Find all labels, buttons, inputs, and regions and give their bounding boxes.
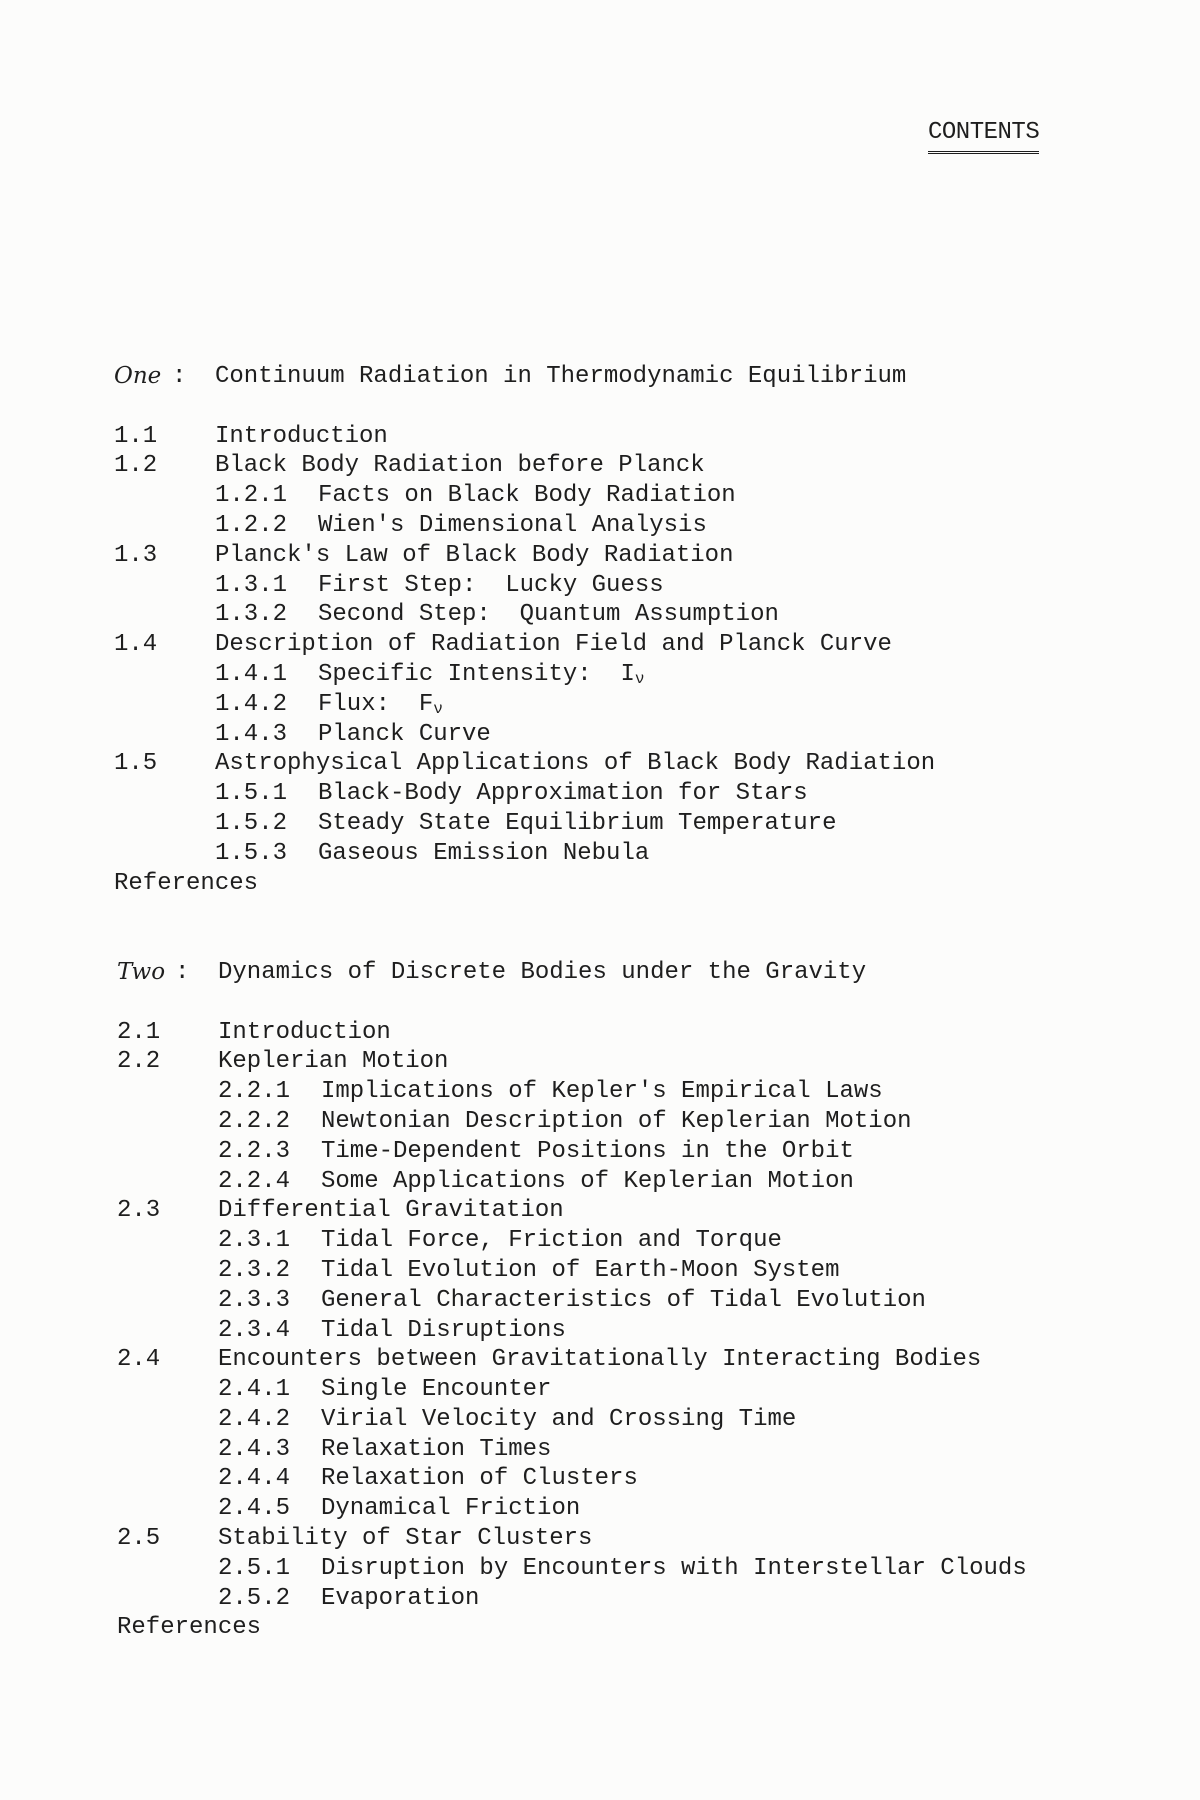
entry-number: 2.5.2 [218, 1584, 291, 1612]
subscript-nu: ν [433, 699, 443, 718]
subsection-entry [114, 600, 1114, 630]
entry-number: 2.5 [117, 1525, 161, 1553]
chapter-title: Continuum Radiation in Thermodynamic Equilibrium [215, 363, 907, 390]
entry-number: 1.5.2 [215, 809, 288, 837]
entry-title-wrap [318, 690, 443, 720]
entry-number: 2.2 [117, 1048, 161, 1076]
entry-title-wrap [318, 660, 644, 690]
entry-title-wrap [321, 1167, 854, 1197]
spacer [114, 392, 1114, 422]
entry-title-wrap [318, 720, 491, 750]
entry-title-wrap [321, 1286, 926, 1316]
entry-title-wrap [321, 1464, 638, 1494]
subsection-entry [114, 690, 1114, 720]
entry-title: Implications of Kepler's Empirical Laws [321, 1078, 883, 1106]
section-entry [114, 422, 1114, 452]
subsection-entry [114, 1077, 1114, 1107]
entry-number: 1.5.1 [215, 780, 288, 808]
references-entry [114, 869, 1114, 899]
entry-title: General Characteristics of Tidal Evolution [321, 1286, 926, 1314]
entry-title-wrap [318, 809, 836, 839]
entry-number: 2.3.2 [218, 1256, 291, 1284]
entry-title-wrap [215, 451, 705, 481]
entry-title: Introduction [218, 1018, 391, 1046]
subsection-entry [114, 1137, 1114, 1167]
entry-number: 1.1 [114, 422, 158, 450]
entry-number: 1.2 [114, 452, 158, 480]
entry-title-wrap [321, 1584, 479, 1614]
entry-number: 1.4 [114, 631, 158, 659]
entry-number: 2.3 [117, 1197, 161, 1225]
entry-title-wrap [321, 1107, 912, 1137]
entry-title-wrap [318, 571, 664, 601]
entry-number: 2.4.2 [218, 1405, 291, 1433]
entry-title-wrap [321, 1554, 1027, 1584]
subsection-entry [114, 571, 1114, 601]
entry-title-wrap [318, 511, 707, 541]
subsection-entry [114, 1107, 1114, 1137]
entry-number: 1.2.2 [215, 511, 288, 539]
chapter-colon: : [172, 363, 187, 390]
entry-title: Dynamical Friction [321, 1495, 581, 1523]
subsection-entry [114, 1405, 1114, 1435]
entry-title: Relaxation of Clusters [321, 1465, 638, 1493]
entry-number: 1.4.3 [215, 720, 288, 748]
subsection-entry [114, 1256, 1114, 1286]
subsection-entry [114, 1286, 1114, 1316]
entry-title-wrap [321, 1405, 796, 1435]
entry-title-wrap [215, 630, 892, 660]
entry-number: 2.3.3 [218, 1286, 291, 1314]
entry-number: 2.2.3 [218, 1137, 291, 1165]
entry-number: 2.2.4 [218, 1167, 291, 1195]
entry-number: 1.4.2 [215, 690, 288, 718]
references-entry [114, 1613, 1114, 1643]
chapter-label: One [114, 363, 162, 389]
entry-title: Tidal Disruptions [321, 1316, 566, 1344]
chapter-label: Two [117, 958, 166, 985]
entry-title: Single Encounter [321, 1376, 552, 1404]
section-entry [114, 451, 1114, 481]
entry-title: Differential Gravitation [218, 1197, 564, 1225]
entry-number: 2.4.1 [218, 1376, 291, 1404]
double-underline [928, 147, 1039, 154]
subsection-entry [114, 1554, 1114, 1584]
entry-title: Planck Curve [318, 720, 491, 748]
entry-number: 1.4.1 [215, 660, 288, 688]
entry-number: 2.4.5 [218, 1495, 291, 1523]
entry-number: 2.2.1 [218, 1078, 291, 1106]
references-label: References [114, 869, 259, 897]
entry-number: 1.5 [114, 750, 158, 778]
section-entry [114, 1196, 1114, 1226]
entry-title-wrap [218, 1345, 981, 1375]
entry-number: 1.3.1 [215, 571, 288, 599]
spacer [114, 898, 1114, 928]
entry-number: 1.3 [114, 541, 158, 569]
entry-title-wrap [321, 1256, 839, 1286]
entry-title-wrap [318, 600, 779, 630]
page-title: CONTENTS [928, 119, 1040, 146]
entry-title: Tidal Evolution of Earth-Moon System [321, 1256, 840, 1284]
entry-title: Astrophysical Applications of Black Body Radiation [215, 750, 936, 778]
entry-title-wrap [321, 1316, 566, 1346]
spacer [114, 928, 1114, 958]
entry-title: Specific Intensity: I [318, 660, 635, 688]
entry-number: 2.4 [117, 1346, 161, 1374]
subsection-entry [114, 1584, 1114, 1614]
entry-title: Black-Body Approximation for Stars [318, 780, 808, 808]
chapter-colon: : [175, 958, 190, 986]
entry-title-wrap [218, 1047, 448, 1077]
spacer [114, 988, 1114, 1018]
entry-number: 1.3.2 [215, 601, 288, 629]
entry-number: 2.3.4 [218, 1316, 291, 1344]
subsection-entry [114, 1375, 1114, 1405]
entry-title: Description of Radiation Field and Planck Curve [215, 631, 892, 659]
section-entry [114, 749, 1114, 779]
entry-number: 2.1 [117, 1018, 161, 1046]
subsection-entry [114, 511, 1114, 541]
entry-title: Facts on Black Body Radiation [318, 482, 736, 510]
entry-title: Time-Dependent Positions in the Orbit [321, 1137, 854, 1165]
entry-title-wrap [321, 1435, 551, 1465]
entry-title: Evaporation [321, 1584, 480, 1612]
entry-title: Introduction [215, 422, 388, 450]
subsection-entry [114, 1226, 1114, 1256]
section-entry [114, 1524, 1114, 1554]
entry-title-wrap [321, 1137, 854, 1167]
subsection-entry [114, 720, 1114, 750]
entry-title-wrap [318, 779, 808, 809]
entry-title: Second Step: Quantum Assumption [318, 601, 779, 629]
entry-title: Disruption by Encounters with Interstellar Clouds [321, 1554, 1027, 1582]
table-of-contents [114, 362, 1114, 1643]
entry-title: Encounters between Gravitationally Interacting Bodies [218, 1346, 982, 1374]
section-entry [114, 630, 1114, 660]
entry-title: Black Body Radiation before Planck [215, 452, 705, 480]
chapter-heading [114, 958, 1114, 988]
entry-title: Flux: F [318, 690, 434, 718]
entry-title: Planck's Law of Black Body Radiation [215, 541, 734, 569]
subsection-entry [114, 660, 1114, 690]
entry-title: Gaseous Emission Nebula [318, 839, 650, 867]
entry-title: Tidal Force, Friction and Torque [321, 1227, 782, 1255]
entry-title: Wien's Dimensional Analysis [318, 511, 707, 539]
entry-title-wrap [321, 1494, 580, 1524]
references-label: References [117, 1614, 262, 1642]
entry-title-wrap [218, 1196, 564, 1226]
entry-number: 2.4.4 [218, 1465, 291, 1493]
chapter-title: Dynamics of Discrete Bodies under the Gravity [218, 958, 867, 986]
entry-title-wrap [215, 422, 388, 452]
section-entry [114, 1018, 1114, 1048]
entry-title: Relaxation Times [321, 1435, 552, 1463]
entry-number: 2.4.3 [218, 1435, 291, 1463]
entry-title-wrap [318, 839, 649, 869]
entry-title-wrap [321, 1077, 883, 1107]
entry-title-wrap [215, 541, 733, 571]
entry-title: First Step: Lucky Guess [318, 571, 664, 599]
subsection-entry [114, 809, 1114, 839]
contents-heading [928, 119, 1039, 154]
entry-title: Some Applications of Keplerian Motion [321, 1167, 854, 1195]
subsection-entry [114, 839, 1114, 869]
entry-title: Keplerian Motion [218, 1048, 449, 1076]
entry-title-wrap [218, 1018, 391, 1048]
entry-title-wrap [215, 749, 935, 779]
entry-title-wrap [218, 1524, 592, 1554]
subsection-entry [114, 1464, 1114, 1494]
section-entry [114, 541, 1114, 571]
section-entry [114, 1047, 1114, 1077]
entry-title: Stability of Star Clusters [218, 1525, 593, 1553]
subsection-entry [114, 1167, 1114, 1197]
entry-title: Steady State Equilibrium Temperature [318, 809, 837, 837]
entry-title: Virial Velocity and Crossing Time [321, 1405, 797, 1433]
subsection-entry [114, 1435, 1114, 1465]
subscript-nu: ν [634, 669, 645, 688]
entry-title-wrap [321, 1375, 551, 1405]
entry-title: Newtonian Description of Keplerian Motion [321, 1107, 912, 1135]
entry-number: 1.5.3 [215, 839, 288, 867]
subsection-entry [114, 481, 1114, 511]
section-entry [114, 1345, 1114, 1375]
entry-number: 2.3.1 [218, 1227, 291, 1255]
entry-number: 2.2.2 [218, 1107, 291, 1135]
entry-title-wrap [318, 481, 736, 511]
subsection-entry [114, 779, 1114, 809]
subsection-entry [114, 1316, 1114, 1346]
entry-number: 1.2.1 [215, 482, 288, 510]
entry-title-wrap [321, 1226, 782, 1256]
chapter-heading [114, 362, 1114, 392]
subsection-entry [114, 1494, 1114, 1524]
entry-number: 2.5.1 [218, 1554, 291, 1582]
